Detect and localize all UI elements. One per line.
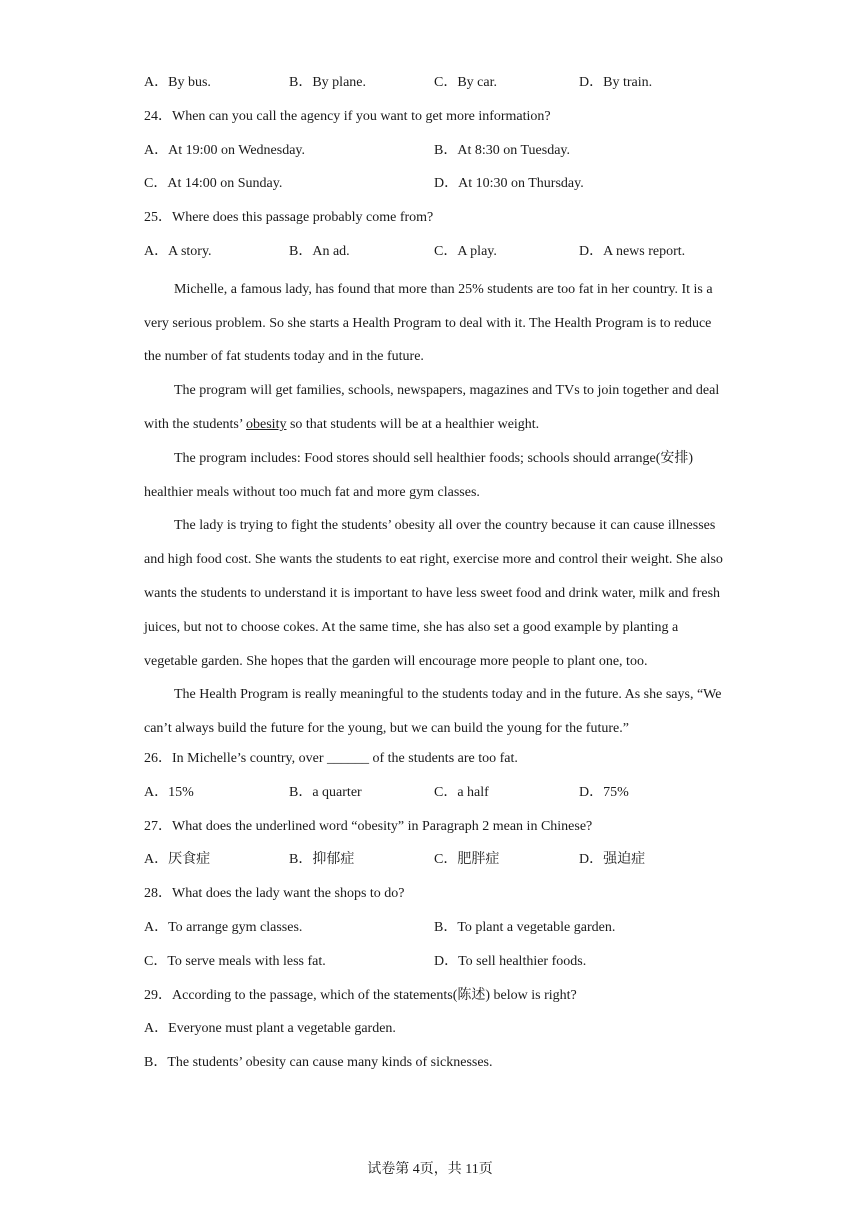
q24-options-row2: [144, 171, 724, 205]
exam-page: [144, 70, 724, 1084]
p2-text-before: The program will get families, schools, newspapers, magazines and TVs to join together and deal with the students’: [144, 383, 720, 432]
q27-option-b[interactable]: B．抑郁症: [289, 852, 355, 868]
q29-stem: 29．According to the passage, which of the statements(陈述) below is right?: [144, 987, 577, 1003]
q26-options: [144, 780, 724, 814]
passage-paragraph-1: Michelle, a famous lady, has found that more than 25% students are too fat in her country. It is a very serious problem. So she starts a Health Program to deal with it. The Health Program is to reduce the number of fat students today and in the future.: [144, 281, 713, 365]
q24-option-d[interactable]: D．At 10:30 on Thursday.: [434, 176, 584, 192]
q27-option-c[interactable]: C．肥胖症: [434, 852, 500, 868]
q27-options: [144, 847, 724, 881]
q23-option-d[interactable]: D．By train.: [579, 75, 653, 90]
q28-stem: 28．What does the lady want the shops to do?: [144, 886, 405, 902]
q26-stem: 26．In Michelle’s country, over ______ of the students are too fat.: [144, 750, 518, 766]
q26-option-d[interactable]: D．75%: [579, 784, 629, 800]
q24-stem: 24．When can you call the agency if you want to get more information?: [144, 108, 551, 124]
q26-option-a[interactable]: A．15%: [144, 784, 194, 800]
q28-options-row1: [144, 915, 724, 949]
q24-options-row1: [144, 138, 724, 172]
q23-option-b[interactable]: B．By plane.: [289, 75, 366, 90]
q29-option-b[interactable]: B．The students’ obesity can cause many kinds of sicknesses.: [144, 1055, 493, 1071]
q23-options: [144, 70, 724, 104]
q27-option-a[interactable]: A．厌食症: [144, 852, 211, 868]
p2-text-after: so that students will be at a healthier weight.: [286, 416, 540, 432]
q25-option-d[interactable]: D．A news report.: [579, 243, 686, 259]
q28-option-b[interactable]: B．To plant a vegetable garden.: [434, 919, 616, 935]
q27-stem: 27．What does the underlined word “obesity” in Paragraph 2 mean in Chinese?: [144, 818, 593, 834]
passage-paragraph-5: The Health Program is really meaningful to the students today and in the future. As she says, “We can’t always build the future for the young, but we can build the young for the future.”: [144, 687, 722, 737]
q24-option-a[interactable]: A．At 19:00 on Wednesday.: [144, 142, 306, 158]
q29-option-a[interactable]: A．Everyone must plant a vegetable garden.: [144, 1021, 396, 1037]
q28-options-row2: [144, 949, 724, 983]
page-footer: 试卷第 4页，共 11页: [367, 1162, 493, 1177]
q25-option-a[interactable]: A．A story.: [144, 243, 212, 259]
q27-option-d[interactable]: D．强迫症: [579, 852, 646, 868]
q25-options: [144, 239, 724, 273]
q28-option-d[interactable]: D．To sell healthier foods.: [434, 953, 587, 969]
passage-paragraph-4: The lady is trying to fight the students’ obesity all over the country because it can cause illnesses and high food cost. She wants the students to eat right, exercise more and control their weight. She also wants the students to understand it is important to have less sweet food and drink water, milk and fresh juices, but not to choose cokes. At the same time, she has also set a good example by planting a vegetable garden. She hopes that the garden will encourage more people to plant one, too.: [144, 518, 723, 669]
q24-option-b[interactable]: B．At 8:30 on Tuesday.: [434, 142, 571, 158]
reading-passage: [144, 273, 724, 746]
q28-option-a[interactable]: A．To arrange gym classes.: [144, 919, 303, 935]
q25-option-c[interactable]: C．A play.: [434, 243, 497, 259]
q25-option-b[interactable]: B．An ad.: [289, 243, 350, 259]
q24-option-c[interactable]: C．At 14:00 on Sunday.: [144, 176, 283, 192]
q25-stem: 25．Where does this passage probably come from?: [144, 210, 434, 226]
q28-option-c[interactable]: C．To serve meals with less fat.: [144, 953, 326, 969]
q26-option-b[interactable]: B．a quarter: [289, 784, 362, 800]
q23-option-a[interactable]: A．By bus.: [144, 75, 211, 90]
q23-option-c[interactable]: C．By car.: [434, 75, 497, 90]
passage-paragraph-3: The program includes: Food stores should sell healthier foods; schools should arrange(安排) healthier meals without too much fat and more gym classes.: [144, 450, 694, 500]
passage-paragraph-2: [144, 374, 724, 442]
underlined-word-obesity: obesity: [246, 416, 287, 432]
q26-option-c[interactable]: C．a half: [434, 784, 489, 800]
